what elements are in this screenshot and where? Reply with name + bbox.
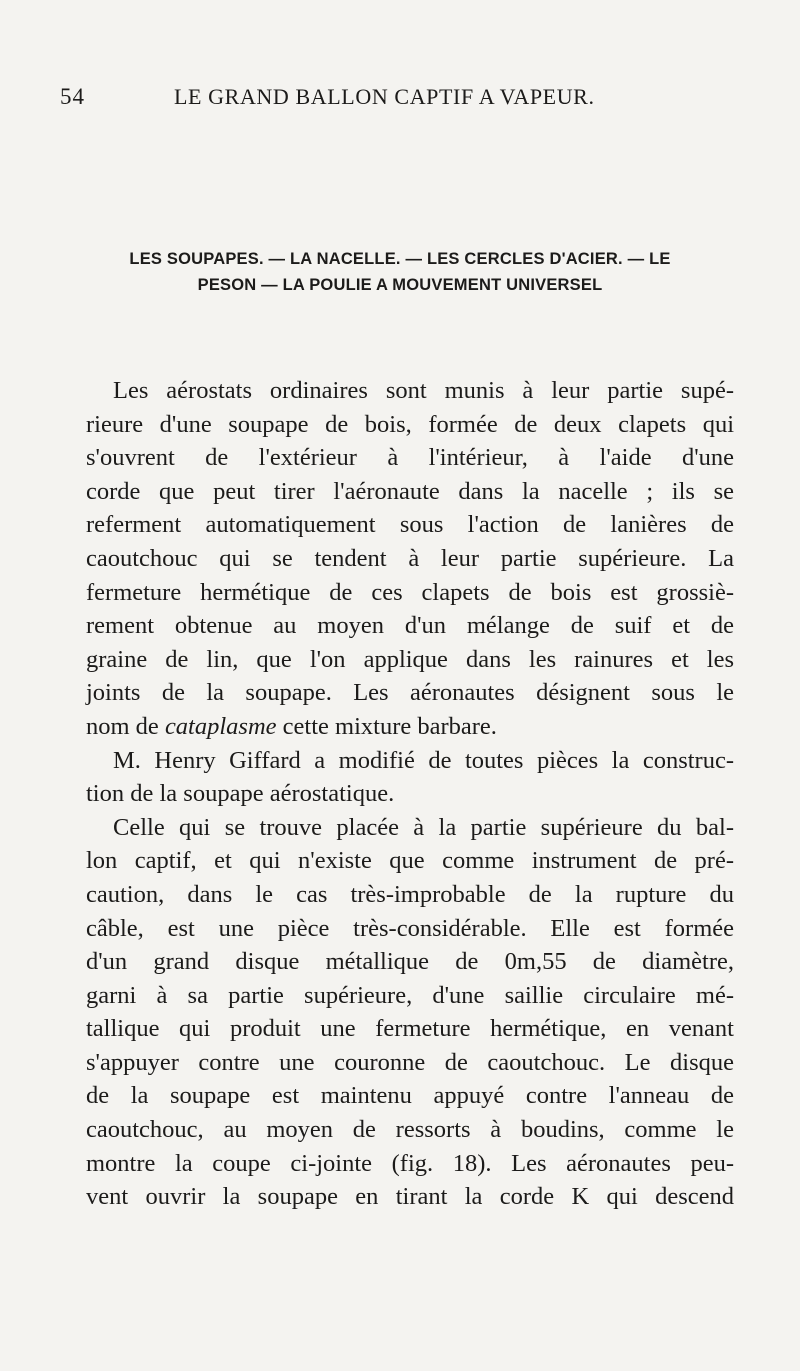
- text-line: tion de la soupape aérostatique.: [86, 780, 395, 808]
- text-line: s'appuyer contre une couronne de caoutchouc. Le disque: [86, 1048, 734, 1076]
- text-line: graine de lin, que l'on applique dans les rainures et les: [86, 645, 734, 673]
- italic-term: cataplasme: [164, 712, 277, 740]
- text-line: garni à sa partie supérieure, d'une saillie circulaire mé-: [86, 981, 734, 1009]
- section-heading-line-2: PESON — LA POULIE A MOUVEMENT UNIVERSEL: [197, 276, 603, 294]
- text-line: corde que peut tirer l'aéronaute dans la nacelle ; ils se: [86, 477, 734, 505]
- text-line: de la soupape est maintenu appuyé contre l'anneau de: [86, 1082, 734, 1110]
- text-line: lon captif, et qui n'existe que comme instrument de pré-: [86, 847, 734, 875]
- text-line: câble, est une pièce très-considérable. Elle est formée: [86, 914, 734, 942]
- running-header: [60, 84, 740, 114]
- text-fragment: cette mixture barbare.: [282, 712, 497, 740]
- text-line: montre la coupe ci-jointe (fig. 18). Les aéronautes peu-: [86, 1149, 734, 1177]
- running-title: LE GRAND BALLON CAPTIF A VAPEUR.: [174, 84, 595, 109]
- text-line: caoutchouc qui se tendent à leur partie supérieure. La: [86, 544, 734, 572]
- text-line: M. Henry Giffard a modifié de toutes pièces la construc-: [113, 746, 734, 774]
- body-text: [86, 374, 734, 1214]
- page-number: 54: [60, 84, 85, 109]
- text-line: rieure d'une soupape de bois, formée de deux clapets qui: [86, 410, 734, 438]
- text-line: referment automatiquement sous l'action de lanières de: [86, 511, 734, 539]
- text-fragment: nom de: [86, 712, 159, 740]
- text-line: caoutchouc, au moyen de ressorts à boudins, comme le: [86, 1116, 734, 1144]
- text-line: joints de la soupape. Les aéronautes désignent sous le: [86, 679, 734, 707]
- text-line: rement obtenue au moyen d'un mélange de suif et de: [86, 612, 734, 640]
- text-line: vent ouvrir la soupape en tirant la corde K qui descend: [86, 1183, 734, 1211]
- text-line: fermeture hermétique de ces clapets de bois est grossiè-: [86, 578, 734, 606]
- text-line: d'un grand disque métallique de 0m,55 de diamètre,: [86, 948, 734, 976]
- text-line: [86, 710, 734, 744]
- section-heading: [60, 246, 740, 298]
- section-heading-line-1: LES SOUPAPES. — LA NACELLE. — LES CERCLES D'ACIER. — LE: [129, 250, 671, 268]
- text-line: tallique qui produit une fermeture hermétique, en venant: [86, 1015, 734, 1043]
- text-line: caution, dans le cas très-improbable de la rupture du: [86, 880, 734, 908]
- text-line: s'ouvrent de l'extérieur à l'intérieur, à l'aide d'une: [86, 444, 734, 472]
- text-line: Celle qui se trouve placée à la partie supérieure du bal-: [113, 813, 734, 841]
- text-line: Les aérostats ordinaires sont munis à leur partie supé-: [113, 377, 734, 404]
